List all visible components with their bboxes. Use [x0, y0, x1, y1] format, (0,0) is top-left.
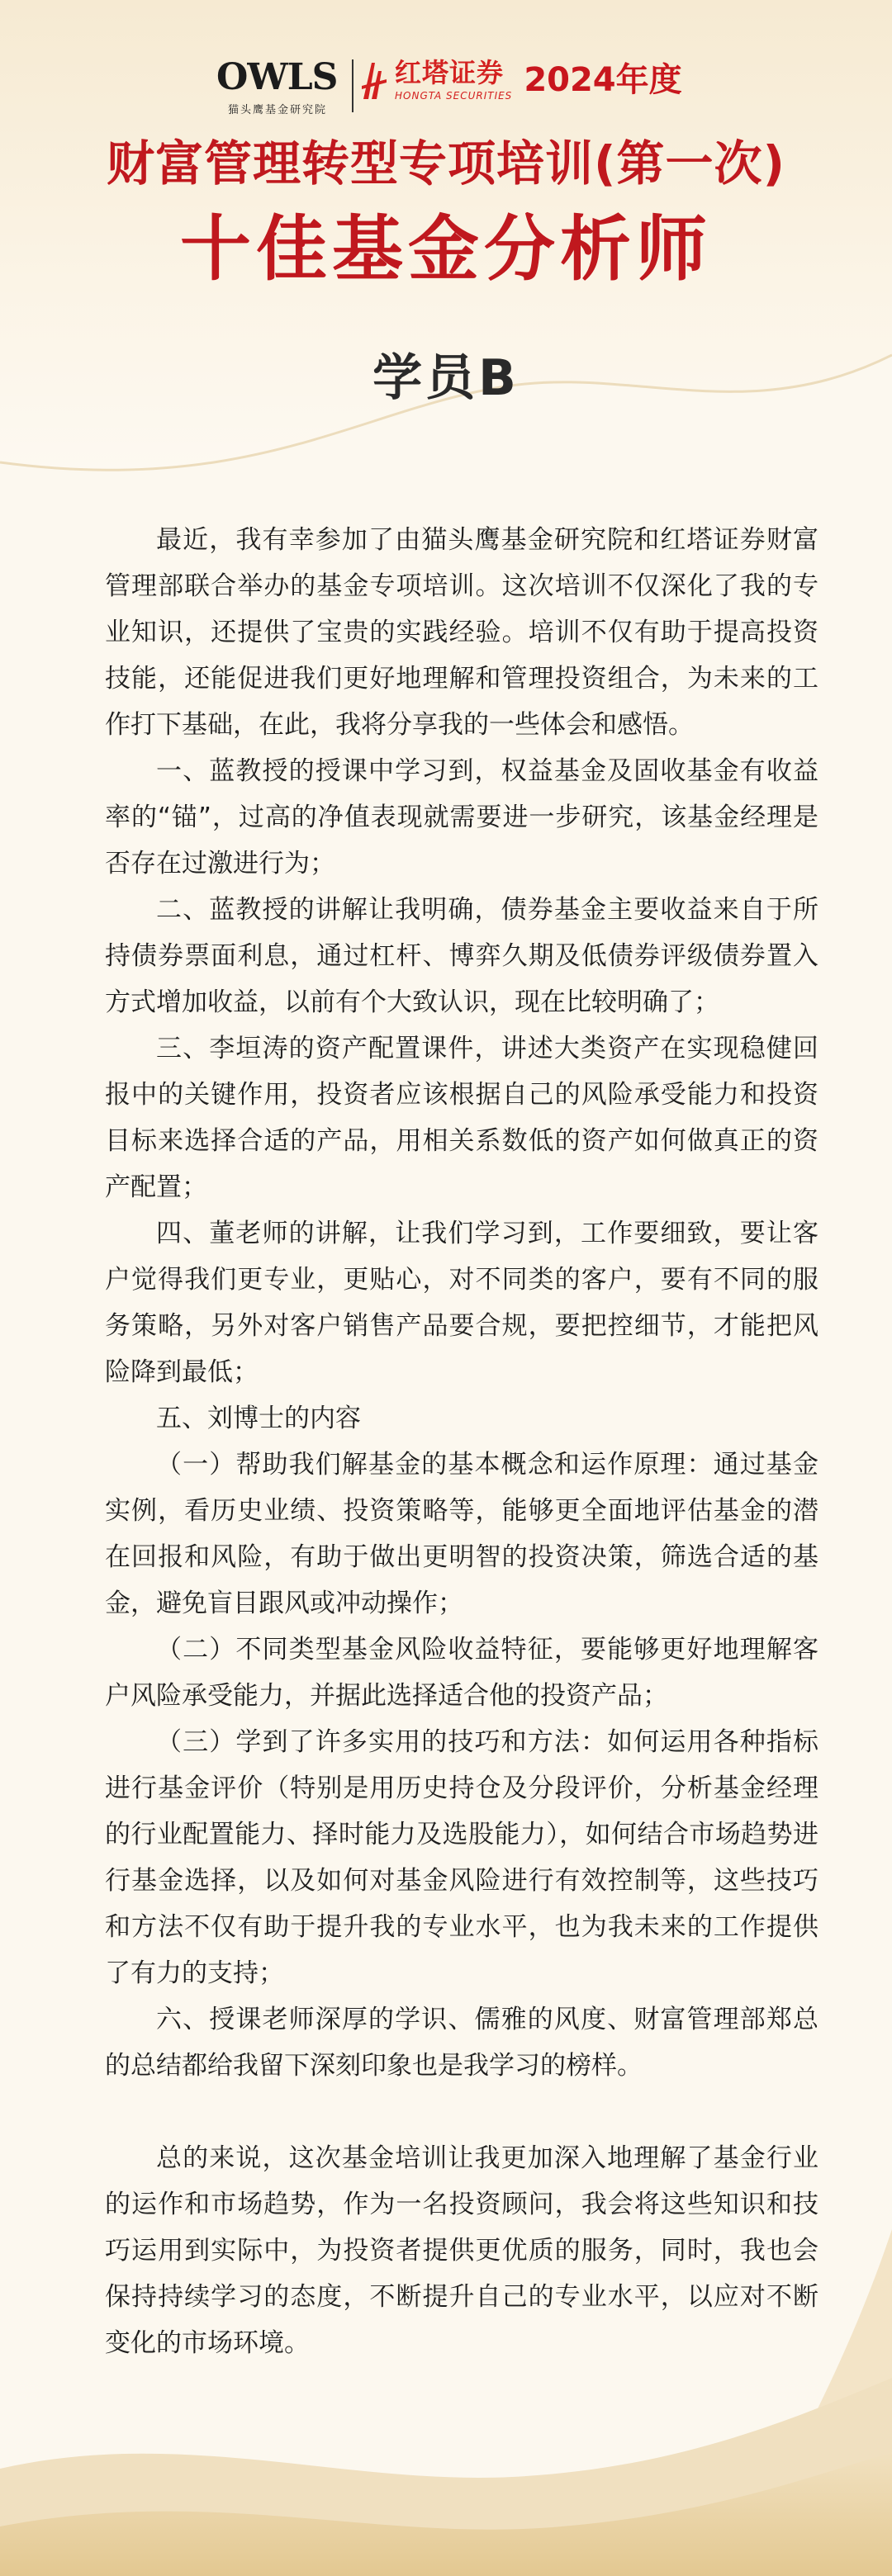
paragraph: 五、刘博士的内容 [156, 1404, 361, 1433]
header [0, 0, 892, 512]
paragraph: 六、授课老师深厚的学识、儒雅的风度、财富管理部郑总的总结都给我留下深刻印象也是我学习的榜样。 [105, 2005, 818, 2081]
paragraph: 最近，我有幸参加了由猫头鹰基金研究院和红塔证券财富管理部联合举办的基金专项培训。这次培训不仅深化了我的专业知识，还提供了宝贵的实践经验。培训不仅有助于提高投资技能，还能促进我们更好地理解和管理投资组合，为未来的工作打下基础，在此，我将分享我的一些体会和感悟。 [105, 525, 818, 740]
owls-logo [216, 56, 340, 122]
paragraph: （二）不同类型基金风险收益特征，要能够更好地理解客户风险承受能力，并据此选择适合他的投资产品； [105, 1635, 818, 1711]
paragraph: （三）学到了许多实用的技巧和方法：如何运用各种指标进行基金评价（特别是用历史持仓及分段评价，分析基金经理的行业配置能力、择时能力及选股能力），如何结合市场趋势进行基金选择，以及如何对基金风险进行有效控制等，这些技巧和方法不仅有助于提升我的专业水平，也为我未来的工作提供了有力的支持； [105, 1727, 818, 1988]
paragraph: 总的来说，这次基金培训让我更加深入地理解了基金行业的运作和市场趋势，作为一名投资顾问，我会将这些知识和技巧运用到实际中，为投资者提供更优质的服务，同时，我也会保持持续学习的态度，不断提升自己的专业水平，以应对不断变化的市场环境。 [105, 2143, 818, 2358]
paragraph: 四、董老师的讲解，让我们学习到，工作要细致，要让客户觉得我们更专业，更贴心，对不同类的客户，要有不同的服务策略，另外对客户销售产品要合规，要把控细节，才能把风险降到最低； [105, 1219, 818, 1387]
logo-row [216, 56, 682, 122]
year-label: 2024年度 [524, 61, 682, 99]
hongta-name: 红塔证券 [395, 57, 505, 88]
owls-subtitle: 猫头鹰基金研究院 [228, 104, 328, 116]
paragraph: 一、蓝教授的授课中学习到，权益基金及固收基金有收益率的“锚”，过高的净值表现就需要进一步研究，该基金经理是否存在过激进行为； [105, 756, 818, 878]
hongta-tower-icon [360, 61, 388, 101]
article-body [105, 517, 818, 2366]
paragraph: 三、李垣涛的资产配置课件，讲述大类资产在实现稳健回报中的关键作用，投资者应该根据自己的风险承受能力和投资目标来选择合适的产品，用相关系数低的资产如何做真正的资产配置； [105, 1034, 818, 1202]
student-name: 学员B [372, 349, 520, 407]
hongta-english-name: HONGTA SECURITIES [395, 90, 513, 102]
page-title: 财富管理转型专项培训(第一次) [106, 135, 786, 192]
paragraph: 二、蓝教授的讲解让我明确，债券基金主要收益来自于所持债券票面利息，通过杠杆、博弈久期及低债券评级债券置入方式增加收益，以前有个大致认识，现在比较明确了； [105, 895, 818, 1017]
owls-wordmark: OWLS [216, 56, 338, 98]
page-subtitle: 十佳基金分析师 [180, 208, 712, 291]
logo-divider [352, 59, 353, 112]
hongta-logo [352, 56, 512, 112]
paragraph: （一）帮助我们解基金的基本概念和运作原理：通过基金实例，看历史业绩、投资策略等，能够更全面地评估基金的潜在回报和风险，有助于做出更明智的投资决策，筛选合适的基金，避免盲目跟风或冲动操作； [105, 1450, 818, 1618]
